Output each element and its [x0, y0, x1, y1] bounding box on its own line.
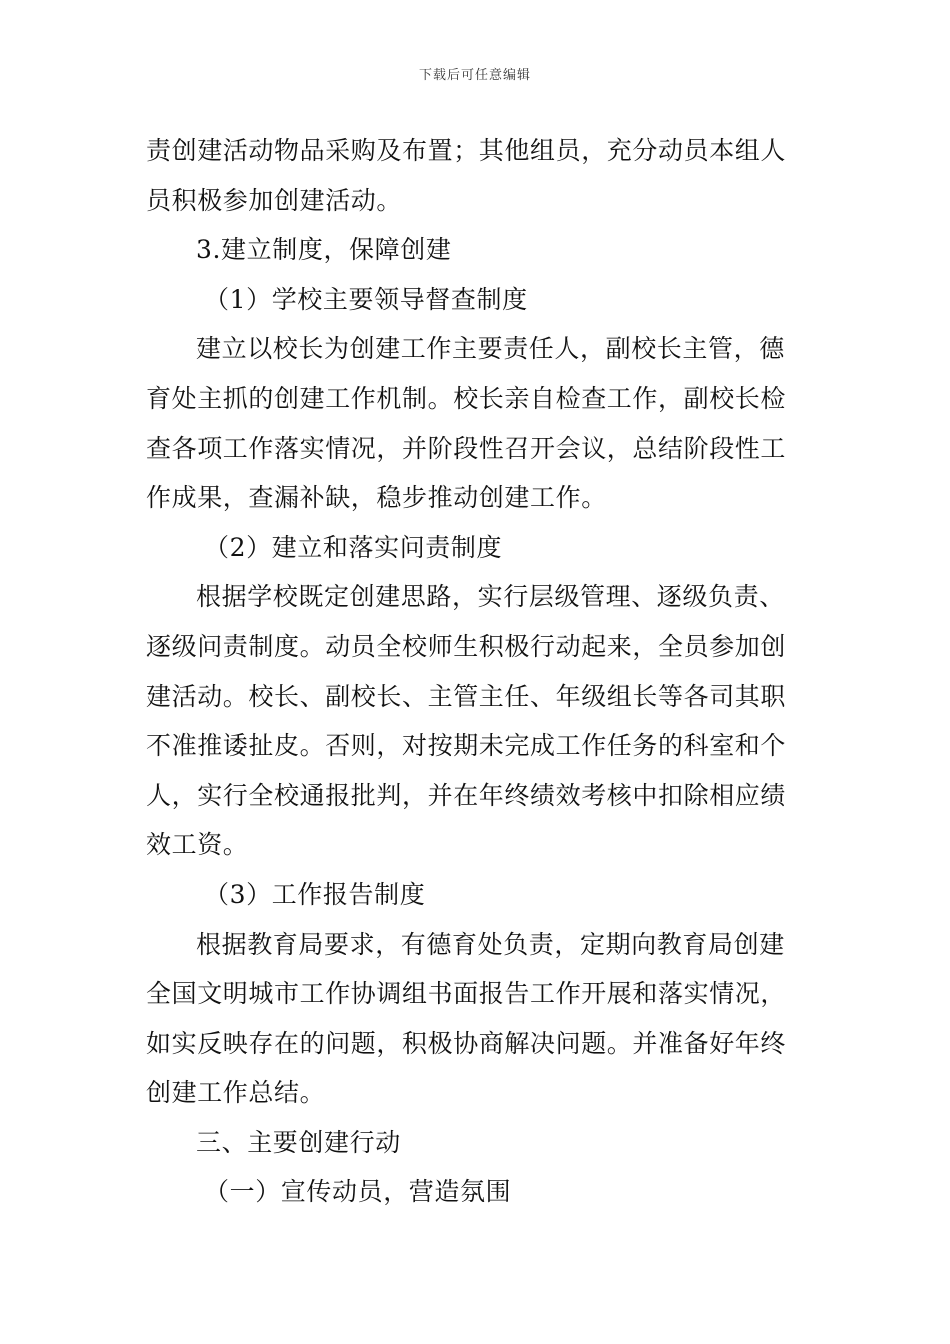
body-line: 效工资。 — [146, 830, 249, 860]
subsection-heading: （2）建立和落实问责制度 — [204, 532, 503, 562]
chapter-heading: 三、主要创建行动 — [196, 1127, 401, 1157]
body-line: 全国文明城市工作协调组书面报告工作开展和落实情况， — [146, 979, 787, 1009]
page-header-note: 下载后可任意编辑 — [418, 68, 531, 83]
body-line: 逐级问责制度。动员全校师生积极行动起来，全员参加创 — [146, 631, 787, 661]
body-line: 育处主抓的创建工作机制。校长亲自检查工作，副校长检 — [146, 383, 787, 413]
document-body — [146, 126, 808, 1217]
subsection-heading: （1）学校主要领导督查制度 — [204, 284, 528, 314]
body-line: 创建工作总结。 — [146, 1078, 326, 1108]
body-line: 建活动。校长、副校长、主管主任、年级组长等各司其职 — [146, 681, 787, 711]
paragraph-first-line: 根据学校既定创建思路，实行层级管理、逐级负责、 — [196, 582, 785, 612]
subsection-heading: （一）宣传动员，营造氛围 — [204, 1177, 512, 1207]
body-line: 不准推诿扯皮。否则，对按期未完成工作任务的科室和个 — [146, 731, 787, 761]
body-line: 责创建活动物品采购及布置；其他组员，充分动员本组人 — [146, 136, 787, 165]
body-line: 如实反映存在的问题，积极协商解决问题。并准备好年终 — [146, 1028, 787, 1058]
body-line: 人，实行全校通报批判，并在年终绩效考核中扣除相应绩 — [146, 780, 787, 810]
section-heading: 3.建立制度，保障创建 — [196, 235, 452, 265]
body-line: 作成果，查漏补缺，稳步推动创建工作。 — [146, 483, 607, 513]
paragraph-first-line: 根据教育局要求，有德育处负责，定期向教育局创建 — [196, 929, 785, 959]
body-line: 员积极参加创建活动。 — [146, 185, 403, 215]
body-line: 查各项工作落实情况，并阶段性召开会议，总结阶段性工 — [146, 433, 787, 463]
paragraph-first-line: 建立以校长为创建工作主要责任人，副校长主管，德 — [196, 334, 785, 364]
subsection-heading: （3）工作报告制度 — [204, 879, 426, 909]
